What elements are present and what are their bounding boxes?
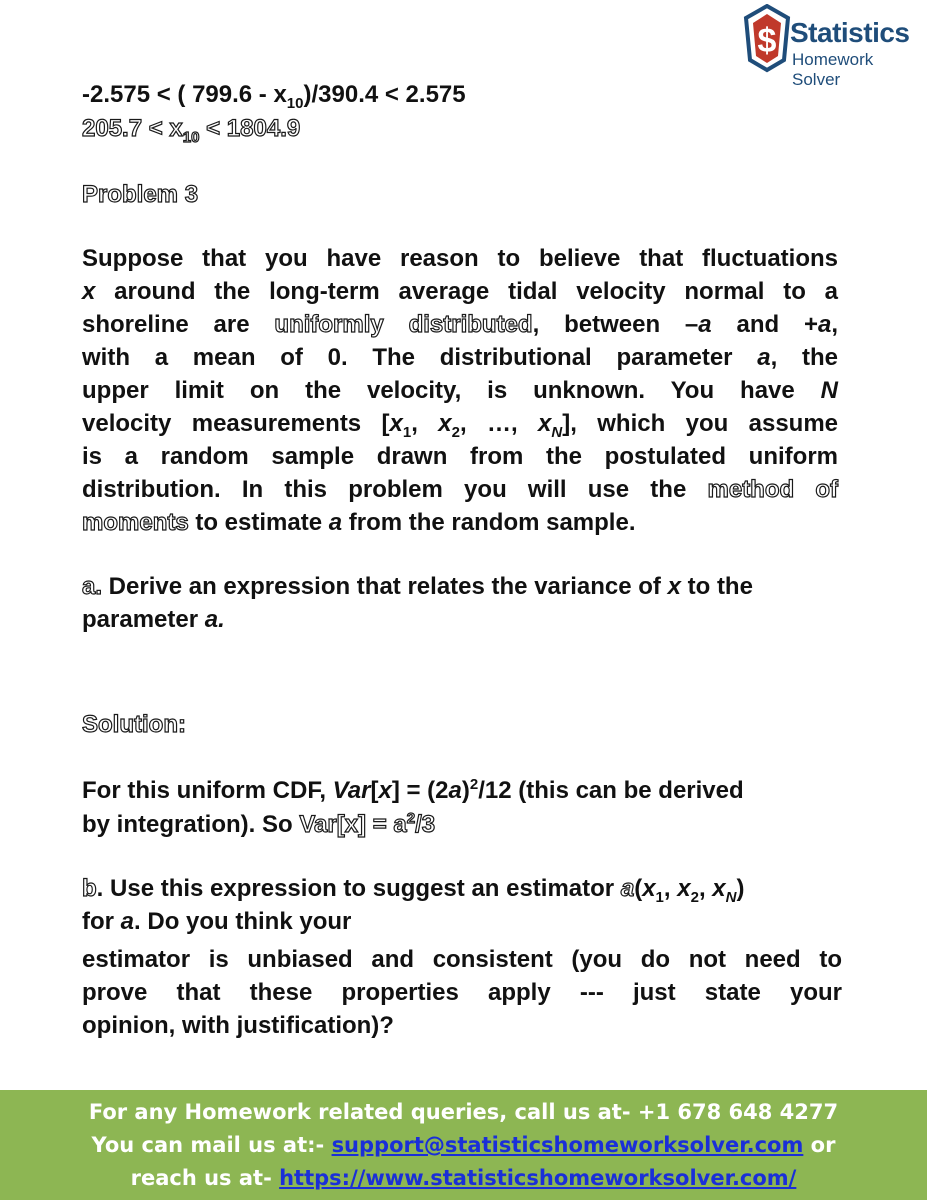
question-b-line-2: for a. Do you think your [82, 908, 352, 935]
problem-line-8: distribution. In this problem you will use the method of [82, 476, 838, 503]
solution-heading: Solution: [82, 711, 186, 738]
question-b-line-1: b. Use this expression to suggest an estimator $a(x_1$, $x_2$, $x_N$) [82, 875, 745, 906]
problem-line-7: is a random sample drawn from the postulated uniform [82, 443, 838, 470]
problem-line-3: shoreline are uniformly distributed, between –a and +a, [82, 311, 839, 338]
question-a-label: a. [82, 573, 103, 600]
footer-banner [0, 1090, 927, 1200]
svg-text:$: $ [757, 22, 777, 60]
problem-line-9: moments to estimate a from the random sample. [82, 509, 636, 536]
footer-email-line: You can mail us at:- support@statisticshomeworksolver.com or [91, 1133, 836, 1157]
question-b-line-5: opinion, with justification)? [82, 1012, 394, 1039]
logo-tagline: Homework Solver [792, 50, 874, 89]
ci-inequality-1: -2.575 < ( $799.6 - x_{10})/390.4 < 2.575$ [82, 81, 466, 112]
problem-line-2: x around the long-term average tidal velocity normal to a [82, 278, 838, 305]
logo-brand: Statistics [790, 17, 910, 48]
question-b-line-3: estimator is unbiased and consistent (you do not need to [82, 946, 842, 973]
solution-line-2: by integration). So $Var[x] = a^2/3$ [82, 810, 436, 838]
footer-url-line: reach us at- https://www.statisticshomeworksolver.com/ [130, 1166, 797, 1190]
question-b-line-4: prove that these properties apply --- just state your [82, 979, 842, 1006]
question-b-label: b [82, 875, 97, 902]
problem-line-4: with a mean of 0. The distributional parameter a, the [82, 344, 839, 371]
solution-line-1: For this uniform CDF, $Var[x] = (2a)^2/12$ (this can be derived [82, 776, 744, 804]
ci-inequality-2: $205.7 < x_{10} < 1804.9$ [82, 115, 301, 146]
logo-shield-icon [742, 4, 792, 74]
problem-heading: Problem 3 [82, 181, 199, 208]
problem-line-1: Suppose that you have reason to believe that fluctuations [82, 245, 838, 272]
question-a-line-2: parameter a. [82, 606, 225, 633]
logo [742, 4, 924, 89]
problem-line-5: upper limit on the velocity, is unknown. You have N [82, 377, 838, 404]
footer-website-link[interactable]: https://www.statisticshomeworksolver.com/ [279, 1166, 797, 1190]
question-a-line-1: a. Derive an expression that relates the variance of x to the [82, 573, 753, 600]
footer-phone-line: For any Homework related queries, call us at- +1 678 648 4277 [88, 1100, 839, 1124]
problem-line-6: velocity measurements [$x_1$, $x_2$, …, $x_N$], which you assume [82, 410, 839, 441]
footer-email-link[interactable]: support@statisticshomeworksolver.com [331, 1133, 804, 1157]
